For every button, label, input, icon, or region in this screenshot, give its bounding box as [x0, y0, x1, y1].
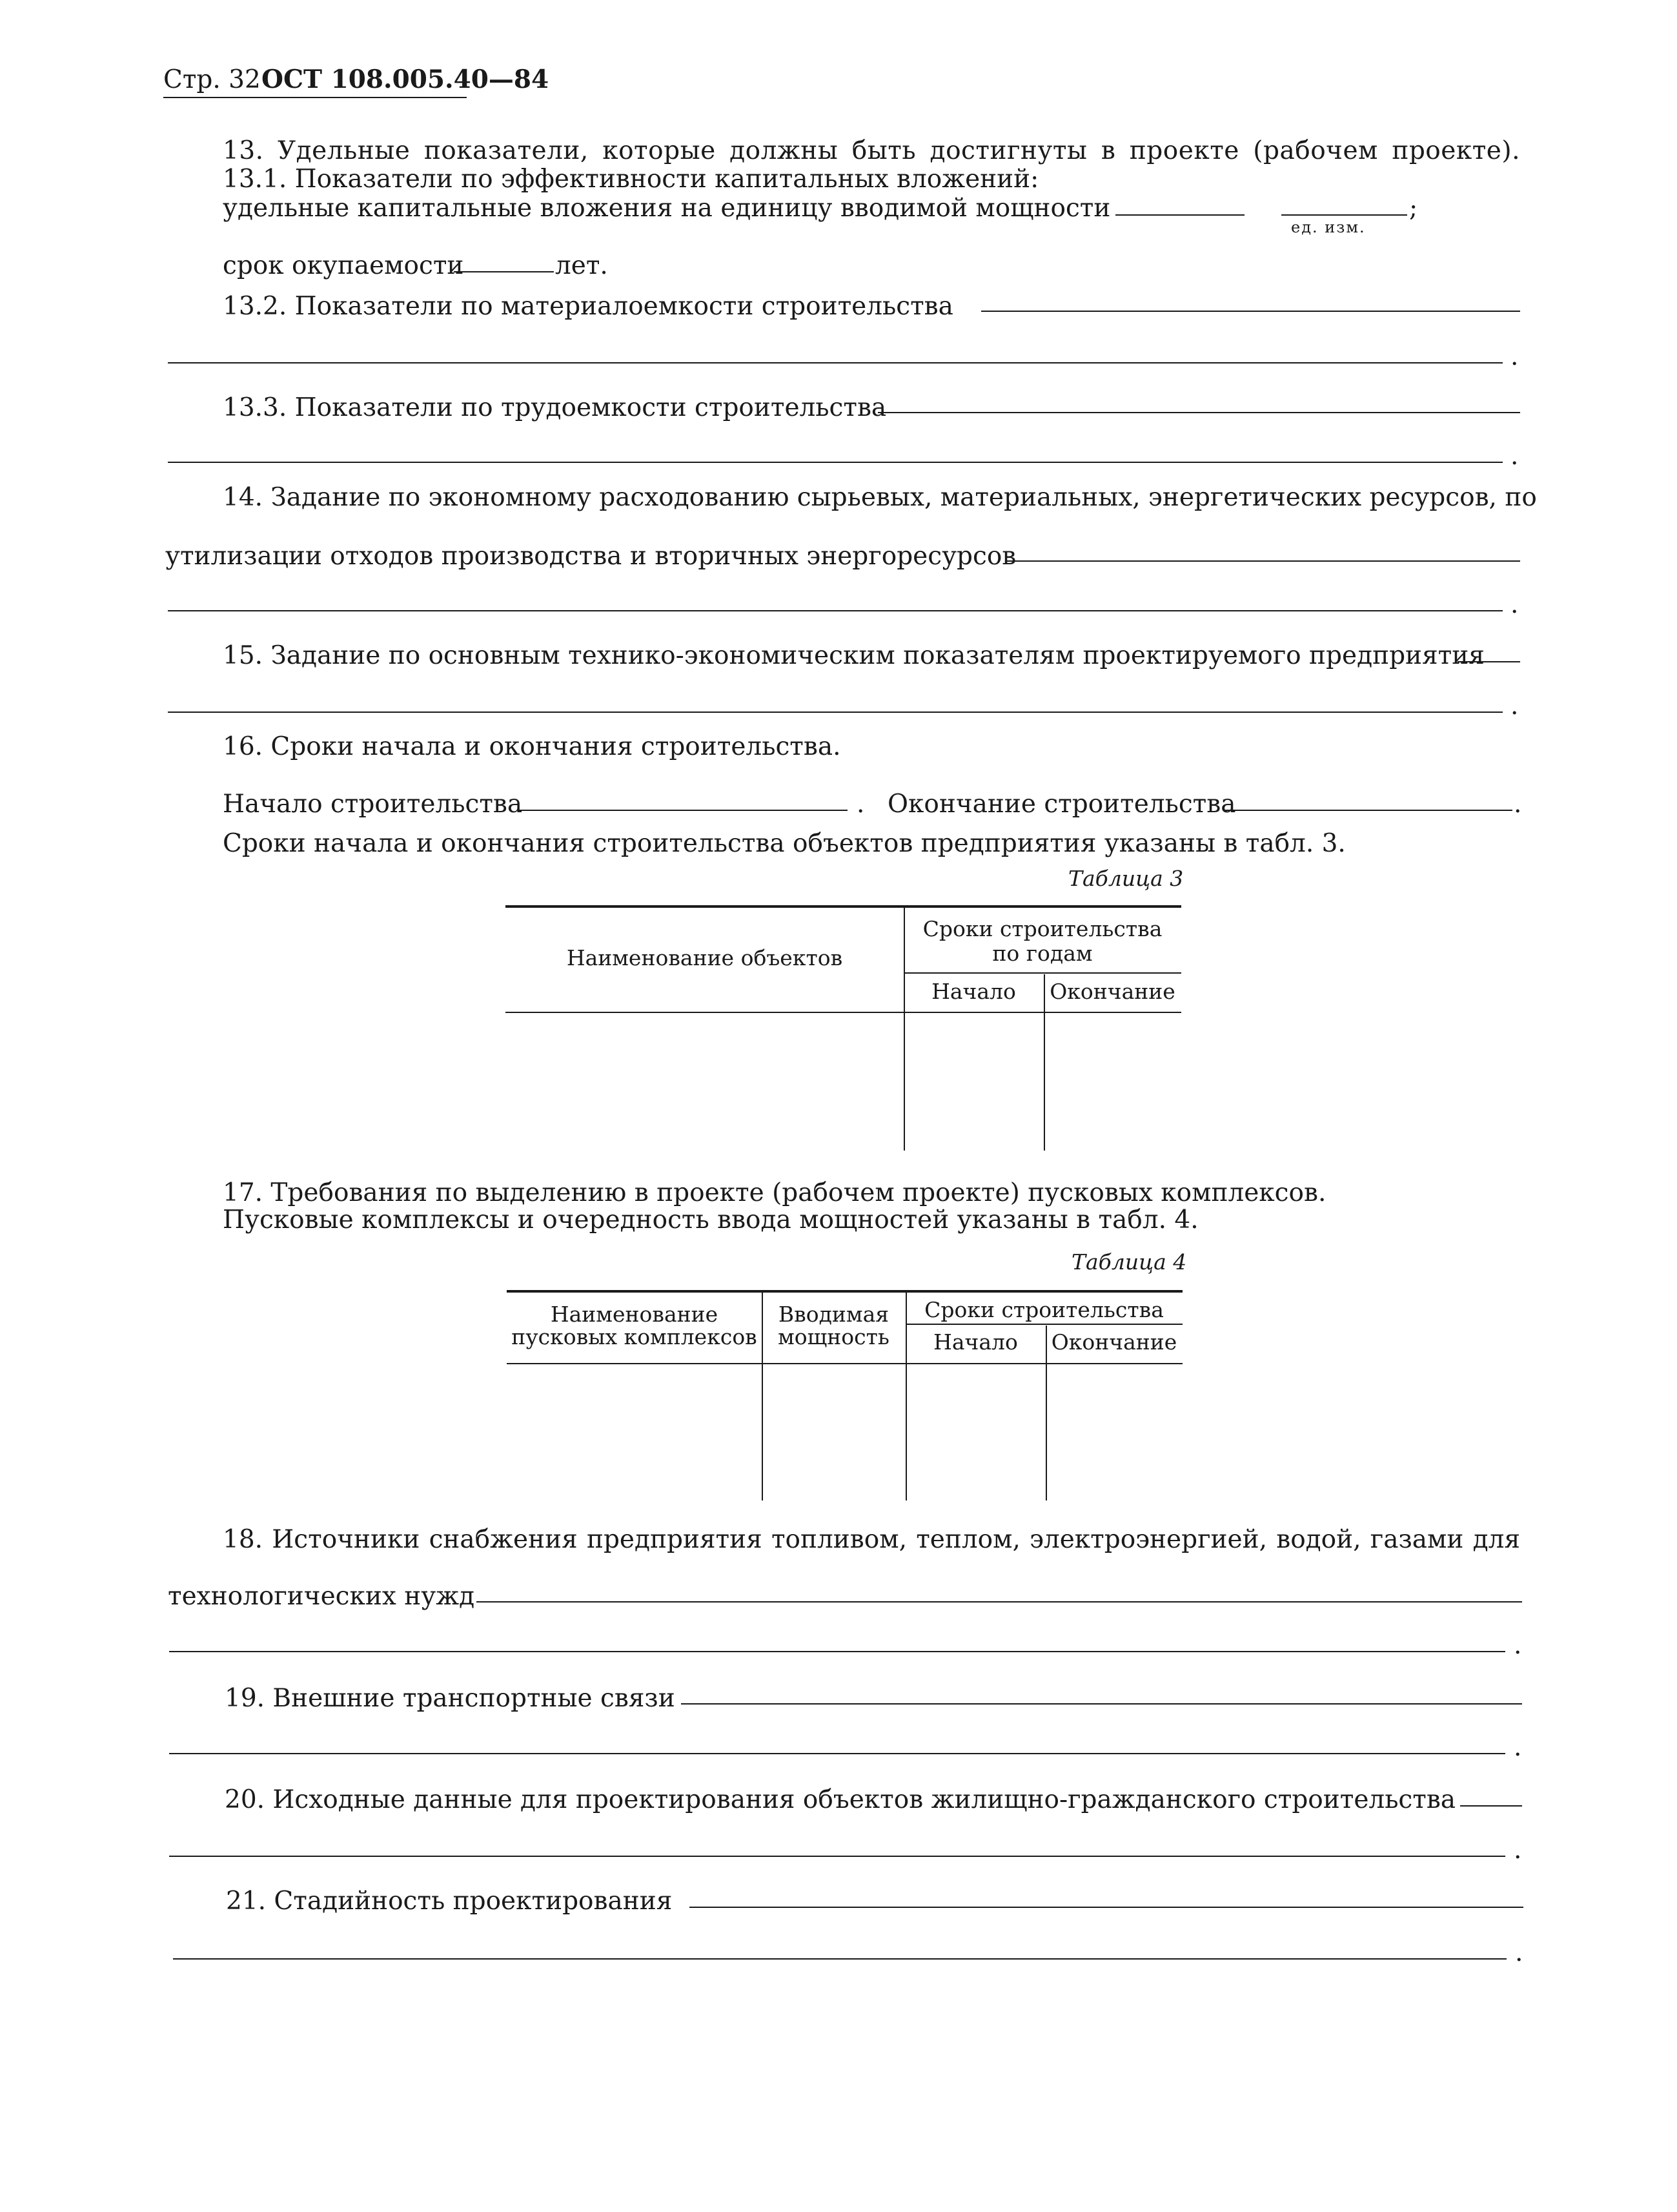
unit-caption: ед. изм. — [1291, 218, 1366, 236]
section-13-2-field-line2[interactable] — [168, 362, 1503, 364]
page-number: Стр. 32 — [163, 65, 261, 94]
header-underline — [163, 97, 467, 98]
table-3-reference: Сроки начала и окончания строительства объектов предприятия указаны в табл. 3. — [223, 829, 1346, 858]
table-4-caption: Таблица 4 — [1072, 1249, 1187, 1275]
capital-investment-label: удельные капитальные вложения на единицу вводимой мощности — [223, 194, 1111, 223]
section-18-line2: технологических нужд — [168, 1582, 475, 1611]
section-18-field[interactable] — [476, 1601, 1522, 1603]
section-13-2-label: 13.2. Показатели по материалоемкости строительства — [223, 292, 953, 321]
dot: . — [1510, 691, 1519, 721]
section-15-line1: 15. Задание по основным технико-экономическим показателям проектируемого предприятия — [223, 641, 1485, 670]
section-16-title: 16. Сроки начала и окончания строительства. — [223, 732, 841, 761]
section-13-3-field-line2[interactable] — [168, 462, 1503, 463]
dot: . — [1514, 1631, 1522, 1660]
section-13-title: 13. Удельные показатели, которые должны быть достигнуты в проекте (рабочем проекте). — [223, 136, 1520, 165]
table-3-col-start: Начало — [931, 979, 1016, 1004]
section-14-field[interactable] — [1007, 560, 1520, 562]
table-3-col-terms-line1: Сроки строительства — [922, 916, 1163, 941]
dot: . — [1510, 590, 1519, 619]
table-4-top-rule — [507, 1290, 1183, 1293]
table-4-col-end: Окончание — [1051, 1329, 1177, 1355]
table-3-caption: Таблица 3 — [1068, 866, 1184, 891]
table-4-col-start: Начало — [933, 1329, 1018, 1355]
section-20-field-line2[interactable] — [169, 1856, 1505, 1857]
section-21-field-line2[interactable] — [173, 1958, 1507, 1960]
section-19-field[interactable] — [681, 1703, 1522, 1705]
table-3-col-terms-line2: по годам — [992, 941, 1093, 966]
table-4-header-bottom-rule — [507, 1363, 1183, 1364]
section-20-label: 20. Исходные данные для проектирования объектов жилищно-гражданского строительства — [225, 1785, 1456, 1814]
capital-investment-value-field[interactable] — [1115, 214, 1245, 216]
table-3-col-end: Окончание — [1050, 979, 1175, 1004]
table-4-col-power-line1: Вводимая — [778, 1302, 889, 1327]
payback-label: срок окупаемости — [223, 251, 464, 280]
table-4-col-name-line2: пусковых комплексов — [511, 1324, 757, 1349]
table-4-col-terms: Сроки строительства — [924, 1297, 1164, 1322]
dot: . — [857, 790, 865, 819]
section-18-line1: 18. Источники снабжения предприятия топливом, теплом, электроэнергией, водой, газами для — [223, 1525, 1520, 1554]
years-label: лет. — [555, 251, 608, 280]
section-21-field[interactable] — [689, 1907, 1523, 1908]
construction-start-label: Начало строительства — [223, 790, 523, 819]
standard-code: ОСТ 108.005.40—84 — [261, 65, 549, 94]
section-13-3-field[interactable] — [878, 412, 1520, 413]
table-3-top-rule — [505, 905, 1181, 908]
dot: . — [1510, 442, 1519, 471]
section-17-title: 17. Требования по выделению в проекте (рабочем проекте) пусковых комплексов. — [223, 1178, 1326, 1207]
table-3-subheader-rule — [904, 972, 1181, 974]
section-21-label: 21. Стадийность проектирования — [226, 1887, 673, 1916]
table-3-header-bottom-rule — [505, 1012, 1181, 1013]
table-4-subheader-rule — [906, 1324, 1183, 1325]
table-4-col-name-line1: Наименование — [550, 1302, 718, 1327]
section-19-label: 19. Внешние транспортные связи — [225, 1684, 675, 1713]
section-18-field-line2[interactable] — [169, 1651, 1505, 1652]
construction-end-label: Окончание строительства — [888, 790, 1236, 819]
dot: . — [1514, 1733, 1522, 1762]
construction-start-field[interactable] — [518, 810, 848, 811]
section-15-field[interactable] — [1458, 661, 1520, 662]
dot: . — [1514, 790, 1522, 819]
dot: . — [1514, 1836, 1522, 1865]
payback-field[interactable] — [454, 271, 554, 272]
dot: . — [1510, 342, 1519, 371]
table-3-col-name: Наименование объектов — [566, 945, 843, 970]
section-19-field-line2[interactable] — [169, 1753, 1505, 1754]
table-4-col-divider-2 — [906, 1290, 907, 1500]
section-14-line2: утилизации отходов производства и вторичных энергоресурсов — [165, 542, 1017, 571]
table-3-col-divider-1 — [904, 905, 905, 1151]
section-13-2-field[interactable] — [981, 311, 1520, 312]
section-14-line1: 14. Задание по экономному расходованию сырьевых, материальных, энергетических ресурсов, по — [223, 483, 1537, 512]
semicolon: ; — [1409, 194, 1418, 223]
section-15-field-line2[interactable] — [168, 712, 1503, 713]
section-14-field-line2[interactable] — [168, 610, 1503, 611]
section-13-1-title: 13.1. Показатели по эффективности капитальных вложений: — [223, 165, 1039, 194]
section-20-field[interactable] — [1460, 1805, 1522, 1807]
table-4-reference: Пусковые комплексы и очередность ввода мощностей указаны в табл. 4. — [223, 1205, 1199, 1234]
table-4-col-power-line2: мощность — [778, 1324, 889, 1349]
capital-investment-unit-field[interactable] — [1281, 214, 1407, 216]
dot: . — [1515, 1938, 1523, 1967]
construction-end-field[interactable] — [1225, 810, 1512, 811]
section-13-3-label: 13.3. Показатели по трудоемкости строительства — [223, 393, 887, 422]
